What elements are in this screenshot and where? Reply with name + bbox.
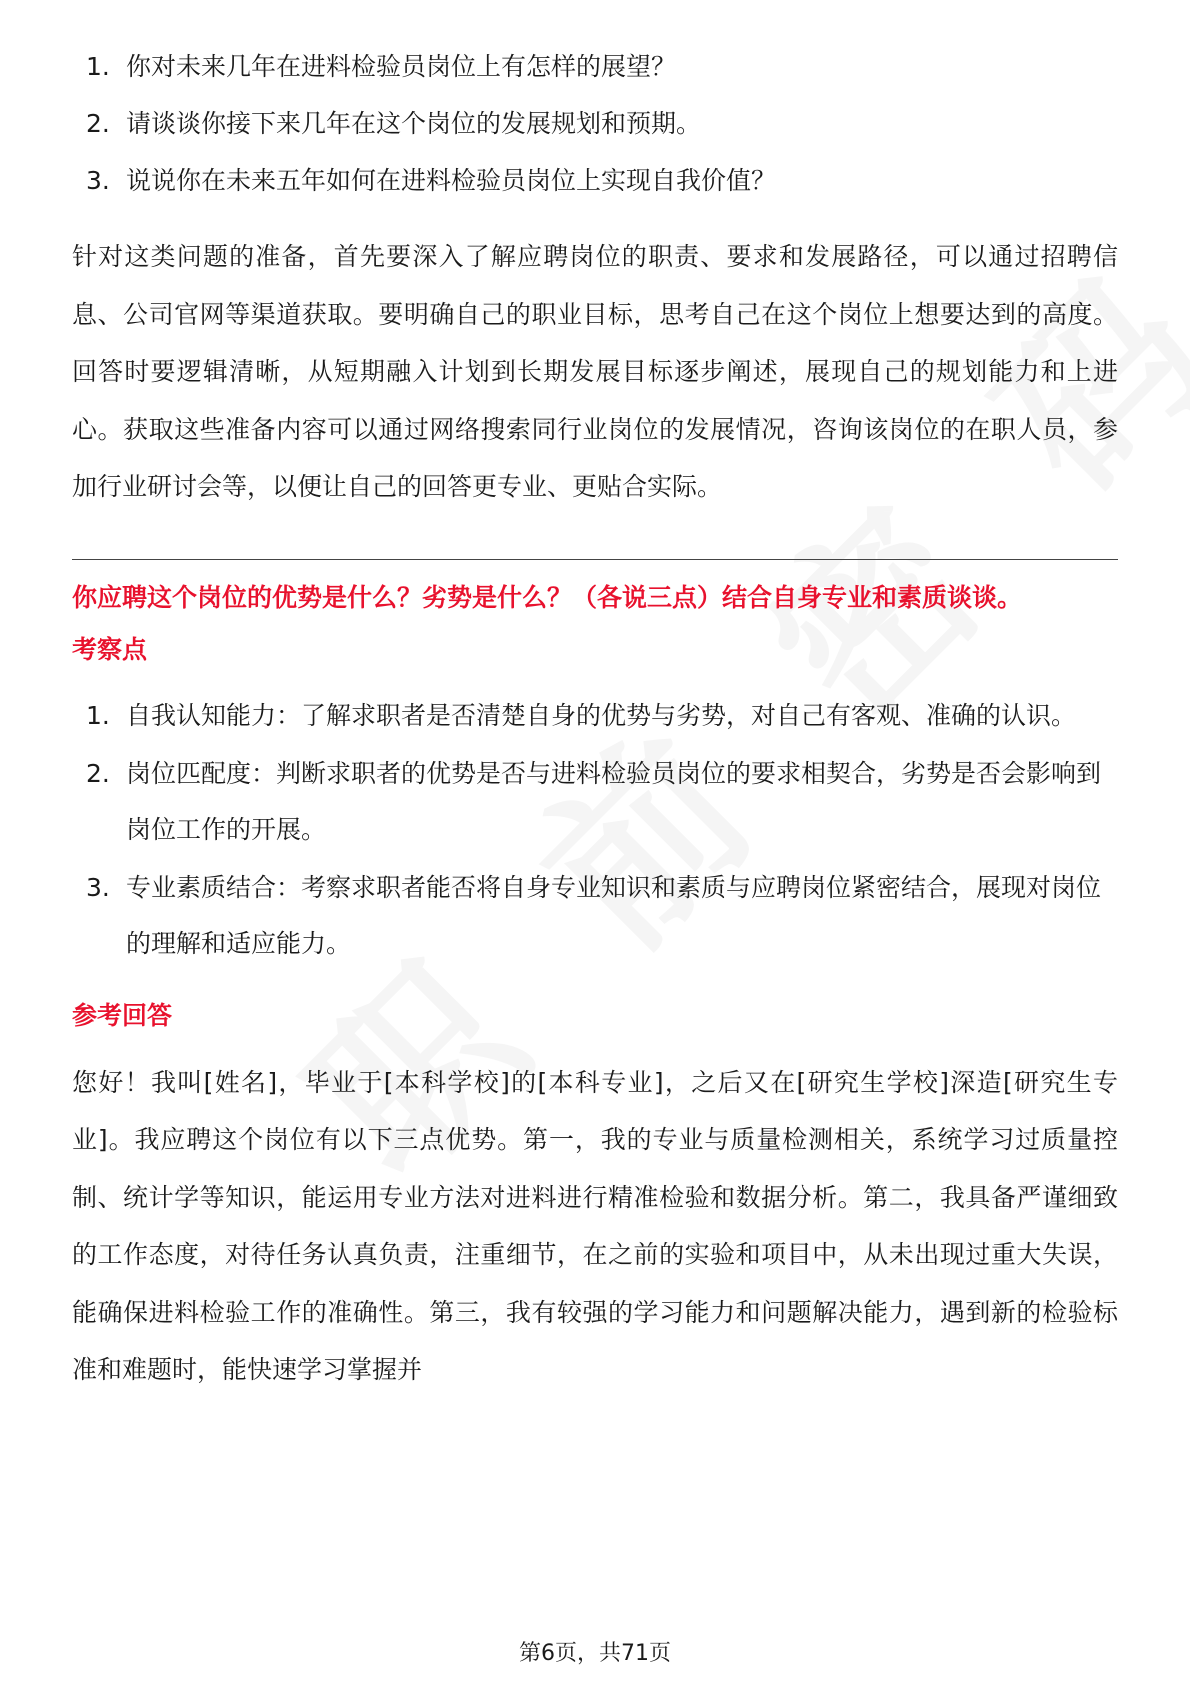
list-text: 岗位匹配度：判断求职者的优势是否与进料检验员岗位的要求相契合，劣势是否会影响到岗位工作的开展。 <box>126 758 1102 844</box>
list-text: 你对未来几年在进料检验员岗位上有怎样的展望？ <box>126 52 677 81</box>
question-list <box>72 38 1118 209</box>
list-number: 1. <box>86 700 110 730</box>
list-text: 专业素质结合：考察求职者能否将自身专业知识和素质与应聘岗位紧密结合，展现对岗位的理解和适应能力。 <box>126 872 1102 958</box>
list-number: 3. <box>86 872 110 902</box>
points-list <box>72 688 1118 972</box>
list-number: 2. <box>86 758 110 788</box>
list-number: 1. <box>86 52 110 81</box>
list-item <box>72 688 1118 744</box>
list-item <box>72 38 1118 95</box>
list-number: 3. <box>86 166 110 195</box>
page-footer: 第6页，共71页 <box>519 1641 671 1666</box>
answer-title: 参考回答 <box>72 1000 173 1030</box>
prep-paragraph: 针对这类问题的准备，首先要深入了解应聘岗位的职责、要求和发展路径，可以通过招聘信息、公司官网等渠道获取。要明确自己的职业目标，思考自己在这个岗位上想要达到的高度。回答时要逻辑清晰，从短期融入计划到长期发展目标逐步阐述，展现自己的规划能力和上进心。获取这些准备内容可以通过网络搜索同行业岗位的发展情况，咨询该岗位的在职人员，参加行业研讨会等，以便让自己的回答更专业、更贴合实际。 <box>72 242 1118 501</box>
section-question: 你应聘这个岗位的优势是什么？劣势是什么？（各说三点）结合自身专业和素质谈谈。 <box>72 582 1023 612</box>
page-content <box>72 38 1118 1399</box>
list-text: 自我认知能力：了解求职者是否清楚自身的优势与劣势，对自己有客观、准确的认识。 <box>126 700 1077 730</box>
list-text: 说说你在未来五年如何在进料检验员岗位上实现自我价值？ <box>126 166 777 195</box>
list-item <box>72 152 1118 209</box>
section-divider <box>72 559 1118 560</box>
list-item <box>72 95 1118 152</box>
list-item <box>72 746 1118 858</box>
list-item <box>72 860 1118 972</box>
points-title: 考察点 <box>72 634 148 664</box>
answer-paragraph: 您好！我叫[姓名]，毕业于[本科学校]的[本科专业]，之后又在[研究生学校]深造[研究生专业]。我应聘这个岗位有以下三点优势。第一，我的专业与质量检测相关，系统学习过质量控制、统计学等知识，能运用专业方法对进料进行精准检验和数据分析。第二，我具备严谨细致的工作态度，对待任务认真负责，注重细节，在之前的实验和项目中，从未出现过重大失误，能确保进料检验工作的准确性。第三，我有较强的学习能力和问题解决能力，遇到新的检验标准和难题时，能快速学习掌握并 <box>72 1067 1118 1384</box>
list-number: 2. <box>86 109 110 138</box>
list-text: 请谈谈你接下来几年在这个岗位的发展规划和预期。 <box>126 109 702 138</box>
